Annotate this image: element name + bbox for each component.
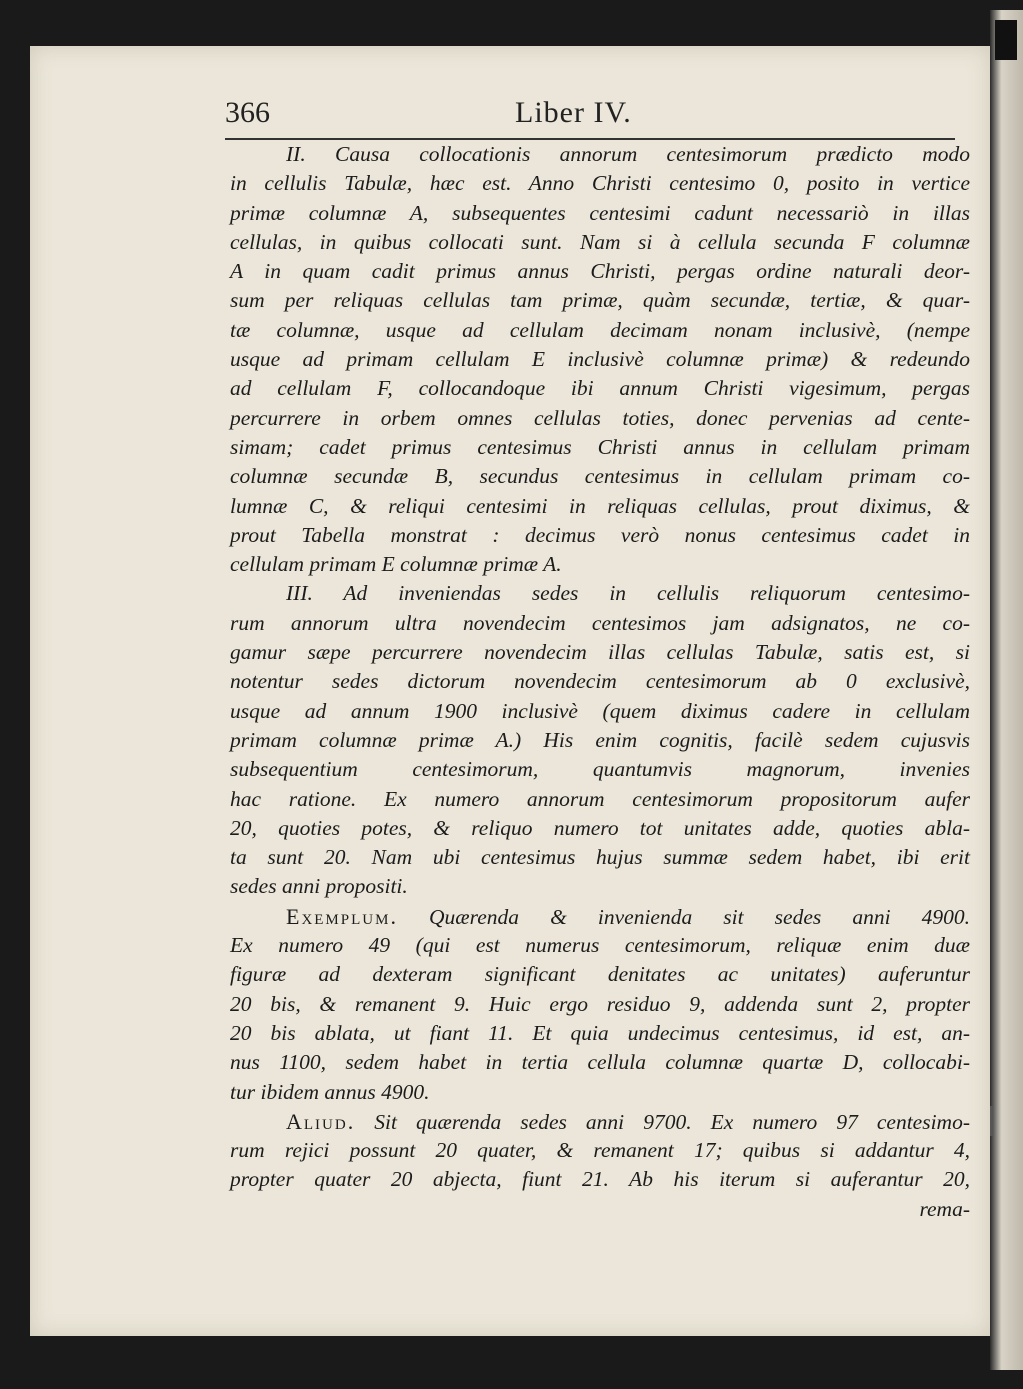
text-line: simam; cadet primus centesimus Christi annus in cellulam primam <box>230 434 970 459</box>
text-line: II. Causa collocationis annorum centesimorum prædicto modo <box>286 142 970 166</box>
margin-mark <box>990 1106 993 1136</box>
text-line: cellulas, in quibus collocati sunt. Nam si à cellula secunda F columnæ <box>230 229 970 254</box>
text-line: ta sunt 20. Nam ubi centesimus hujus summæ sedem habet, ibi erit <box>230 845 970 870</box>
text-line: III. Ad inveniendas sedes in cellulis reliquorum centesimo- <box>286 581 970 606</box>
text-line: prout Tabella monstrat : decimus verò nonus centesimus cadet in <box>230 522 970 547</box>
page-header <box>225 96 960 138</box>
text-line <box>230 1107 970 1136</box>
text-line: gamur sæpe percurrere novendecim illas cellulas Tabulæ, satis est, si <box>230 640 970 665</box>
text-line: tur ibidem annus 4900. <box>230 1079 430 1104</box>
text-line: hac ratione. Ex numero annorum centesimorum propositorum aufer <box>230 786 970 811</box>
text-line: lumnæ C, & reliqui centesimi in reliquas cellulas, prout diximus, & <box>230 493 970 518</box>
text-line: sedes anni propositi. <box>230 874 408 899</box>
text-line: primam columnæ primæ A.) His enim cognitis, facilè sedem cujusvis <box>230 727 970 752</box>
text-line: 20 bis, & remanent 9. Huic ergo residuo 9, addenda sunt 2, propter <box>230 991 970 1016</box>
text-line: propter quater 20 abjecta, fiunt 21. Ab his iterum si auferantur 20, <box>230 1167 970 1192</box>
text-line: notentur sedes dictorum novendecim centesimorum ab 0 exclusivè, <box>230 669 970 694</box>
text-line-content: Sit quærenda sedes anni 9700. Ex numero 97 centesimo- <box>374 1109 970 1134</box>
text-line: primæ columnæ A, subsequentes centesimi cadunt necessariò in illas <box>230 200 970 225</box>
text-line: percurrere in orbem omnes cellulas toties, donec pervenias ad cente- <box>230 405 970 430</box>
text-line <box>230 902 970 931</box>
text-line: tæ columnæ, usque ad cellulam decimam nonam inclusivè, (nempe <box>230 317 970 342</box>
text-line: usque ad primam cellulam E inclusivè columnæ primæ) & redeundo <box>230 347 970 372</box>
text-line-content: Quærenda & invenienda sit sedes anni 4900. <box>429 904 970 929</box>
section-lead: Exemplum. <box>286 903 398 929</box>
body-text <box>230 140 970 1224</box>
text-line: nus 1100, sedem habet in tertia cellula columnæ quartæ D, collocabi- <box>230 1050 970 1075</box>
scan-dark-strip <box>995 20 1017 60</box>
text-line: cellulam primam E columnæ primæ A. <box>230 552 562 577</box>
text-line: 20, quoties potes, & reliquo numero tot unitates adde, quoties abla- <box>230 815 970 840</box>
text-line: 20 bis ablata, ut fiant 11. Et quia undecimus centesimus, id est, an- <box>230 1020 970 1045</box>
text-line: rum rejici possunt 20 quater, & remanent 17; quibus si addantur 4, <box>230 1138 970 1163</box>
text-line: in cellulis Tabulæ, hæc est. Anno Christi centesimo 0, posito in vertice <box>230 171 970 196</box>
text-line: Ex numero 49 (qui est numerus centesimorum, reliquæ enim duæ <box>230 933 970 958</box>
text-line: rum annorum ultra novendecim centesimos jam adsignatos, ne co- <box>230 610 970 635</box>
text-line: subsequentium centesimorum, quantumvis magnorum, invenies <box>230 757 970 782</box>
page-number: 366 <box>225 96 270 129</box>
text-line: A in quam cadit primus annus Christi, pergas ordine naturali deor- <box>230 259 970 284</box>
section-lead: Aliud. <box>286 1108 356 1134</box>
text-line: figuræ ad dexteram significant denitates ac unitates) auferuntur <box>230 962 970 987</box>
text-line: columnæ secundæ B, secundus centesimus in cellulam primam co- <box>230 464 970 489</box>
adjacent-page-edge <box>990 10 1023 1370</box>
text-line: sum per reliquas cellulas tam primæ, quàm secundæ, tertiæ, & quar- <box>230 288 970 313</box>
text-line: usque ad annum 1900 inclusivè (quem diximus cadere in cellulam <box>230 698 970 723</box>
text-line: ad cellulam F, collocandoque ibi annum Christi vigesimum, pergas <box>230 376 970 401</box>
text-line: rema- <box>919 1196 970 1221</box>
running-head: Liber IV. <box>515 96 632 129</box>
